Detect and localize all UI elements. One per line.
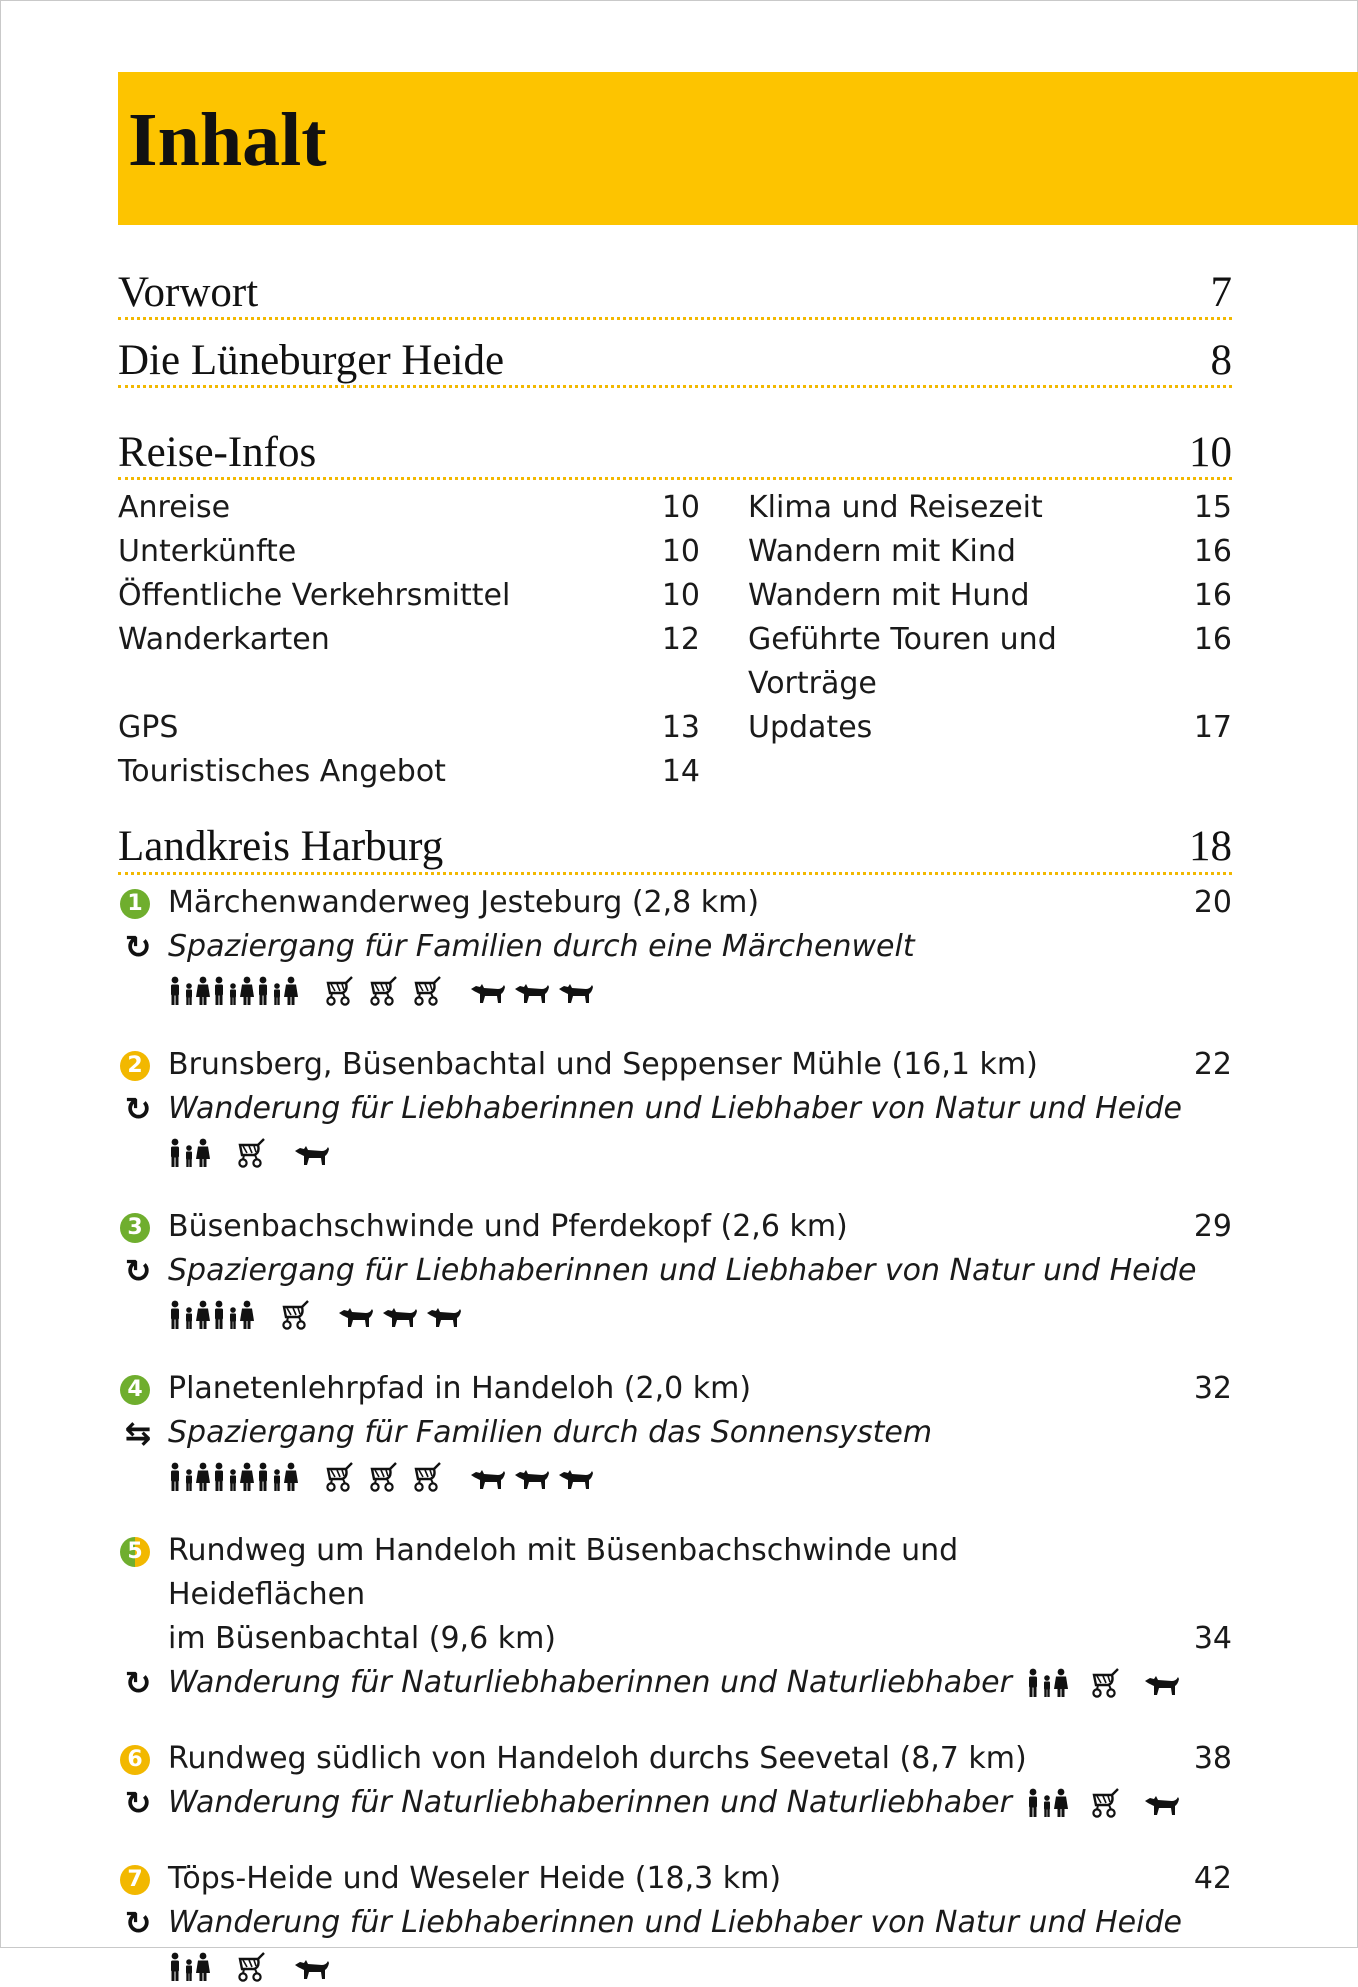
tour-number-badge: 5 xyxy=(120,1537,150,1567)
tour-number-badge: 6 xyxy=(120,1745,150,1775)
toc-section-page: 18 xyxy=(1189,823,1232,871)
tour-description: Spaziergang für Liebhaberinnen und Liebhaber von Natur und Heide xyxy=(168,1252,1197,1288)
stroller-rating xyxy=(1084,1787,1128,1819)
reise-infos-list xyxy=(118,486,1232,794)
info-item-label[interactable]: Wandern mit Hund xyxy=(748,578,1030,614)
dog-rating xyxy=(292,1137,336,1169)
tour-description: Wanderung für Liebhaberinnen und Liebhaber von Natur und Heide xyxy=(168,1904,1182,1940)
info-item-label[interactable]: Wandern mit Kind xyxy=(748,534,1016,570)
family-rating xyxy=(168,1951,212,1983)
family-rating xyxy=(168,1137,212,1169)
tour-title: Töps-Heide und Weseler Heide (18,3 km) xyxy=(168,1860,782,1896)
tour-page: 22 xyxy=(1193,1046,1232,1082)
info-item-label[interactable]: Updates xyxy=(748,710,873,746)
info-item-page: 16 xyxy=(1193,578,1232,614)
toc-section-landkreis-harburg[interactable] xyxy=(118,824,1232,874)
rating-icons xyxy=(168,1457,1232,1497)
tour-page: 32 xyxy=(1193,1370,1232,1406)
family-rating xyxy=(168,975,300,1007)
tour-page: 34 xyxy=(1193,1620,1232,1656)
dog-icon xyxy=(468,975,510,1007)
tour-number-badge: 1 xyxy=(120,889,150,919)
tour-page: 42 xyxy=(1193,1860,1232,1896)
toc-entry-heide[interactable] xyxy=(118,338,1232,388)
tour-page: 29 xyxy=(1193,1208,1232,1244)
out-back-icon: ⇆ xyxy=(124,1413,152,1452)
info-item-label[interactable]: Klima und Reisezeit xyxy=(748,490,1043,526)
loop-icon: ↻ xyxy=(124,927,152,966)
info-item-page: 15 xyxy=(1193,490,1232,526)
toc-entry-vorwort[interactable] xyxy=(118,270,1232,320)
tour-description: Wanderung für Liebhaberinnen und Liebhaber von Natur und Heide xyxy=(168,1090,1182,1126)
rating-icons xyxy=(168,1295,1232,1335)
family-rating xyxy=(1026,1667,1070,1699)
tour-description: Spaziergang für Familien durch eine Märchenwelt xyxy=(168,928,915,964)
dog-icon xyxy=(556,1461,598,1493)
rating-icons xyxy=(1026,1667,1200,1699)
tour-title: Büsenbachschwinde und Pferdekopf (2,6 km) xyxy=(168,1208,848,1244)
loop-icon: ↻ xyxy=(124,1663,152,1702)
toc-section-page: 10 xyxy=(1189,429,1232,477)
family-icon xyxy=(168,1951,210,1983)
loop-icon: ↻ xyxy=(124,1783,152,1822)
stroller-icon xyxy=(362,975,404,1007)
info-item-page: 16 xyxy=(1193,534,1232,570)
dog-icon xyxy=(292,1951,334,1983)
family-icon xyxy=(212,1299,254,1331)
rating-icons xyxy=(1026,1787,1200,1819)
toc-entry-page: 7 xyxy=(1210,269,1232,316)
dog-rating xyxy=(1142,1787,1186,1819)
loop-icon: ↻ xyxy=(124,1903,152,1942)
dog-icon xyxy=(512,975,554,1007)
family-rating xyxy=(168,1299,256,1331)
info-item-label[interactable]: Anreise xyxy=(118,490,231,526)
info-item-label[interactable]: Öffentliche Verkehrsmittel xyxy=(118,578,511,614)
dog-icon xyxy=(336,1299,378,1331)
tour-number-badge: 3 xyxy=(120,1213,150,1243)
stroller-icon xyxy=(1084,1667,1126,1699)
stroller-rating xyxy=(230,1137,274,1169)
stroller-rating xyxy=(318,1461,450,1493)
rating-icons xyxy=(168,1133,1232,1173)
stroller-icon xyxy=(318,975,360,1007)
dog-icon xyxy=(468,1461,510,1493)
tour-description: Spaziergang für Familien durch das Sonnensystem xyxy=(168,1414,933,1450)
family-icon xyxy=(168,975,210,1007)
tour-title: Rundweg südlich von Handeloh durchs Seevetal (8,7 km) xyxy=(168,1740,1027,1776)
info-item-page: 10 xyxy=(661,578,700,614)
dog-icon xyxy=(292,1137,334,1169)
tour-title-continued: im Büsenbachtal (9,6 km) xyxy=(168,1620,556,1656)
tour-entry[interactable] xyxy=(118,1043,1232,1173)
table-of-contents xyxy=(118,248,1232,1987)
tour-entry[interactable] xyxy=(118,1367,1232,1497)
stroller-icon xyxy=(406,1461,448,1493)
tour-entry[interactable] xyxy=(118,1737,1232,1825)
family-icon xyxy=(168,1461,210,1493)
stroller-rating xyxy=(274,1299,318,1331)
toc-section-reise-infos[interactable] xyxy=(118,430,1232,480)
info-item-label[interactable]: Geführte Touren und Vorträge xyxy=(748,622,1057,702)
family-icon xyxy=(212,1461,254,1493)
family-icon xyxy=(1026,1787,1068,1819)
stroller-rating xyxy=(230,1951,274,1983)
stroller-rating xyxy=(318,975,450,1007)
info-item-label[interactable]: Touristisches Angebot xyxy=(118,754,446,790)
tour-entry[interactable] xyxy=(118,881,1232,1011)
tour-description: Wanderung für Naturliebhaberinnen und Naturliebhaber xyxy=(168,1784,1012,1820)
tour-number-badge: 4 xyxy=(120,1375,150,1405)
family-icon xyxy=(256,975,298,1007)
tour-title: Brunsberg, Büsenbachtal und Seppenser Mühle (16,1 km) xyxy=(168,1046,1038,1082)
info-item-label[interactable]: Wanderkarten xyxy=(118,622,330,658)
family-icon xyxy=(212,975,254,1007)
tour-page: 38 xyxy=(1193,1740,1232,1776)
family-icon xyxy=(168,1299,210,1331)
tour-number-badge: 2 xyxy=(120,1051,150,1081)
dog-icon xyxy=(512,1461,554,1493)
dog-rating xyxy=(336,1299,468,1331)
stroller-icon xyxy=(230,1951,272,1983)
info-item-page: 14 xyxy=(661,754,700,790)
tour-title: Märchenwanderweg Jesteburg (2,8 km) xyxy=(168,884,760,920)
tour-number-badge: 7 xyxy=(120,1865,150,1895)
info-item-page: 12 xyxy=(661,622,700,658)
loop-icon: ↻ xyxy=(124,1251,152,1290)
page-title: Inhalt xyxy=(128,98,327,182)
info-item-page: 10 xyxy=(661,490,700,526)
stroller-icon xyxy=(362,1461,404,1493)
info-item-page: 10 xyxy=(661,534,700,570)
dog-icon xyxy=(556,975,598,1007)
tour-entry[interactable] xyxy=(118,1529,1232,1705)
family-icon xyxy=(1026,1667,1068,1699)
stroller-icon xyxy=(406,975,448,1007)
tour-title: Rundweg um Handeloh mit Büsenbachschwinde und Heideflächen xyxy=(168,1532,959,1612)
dog-icon xyxy=(424,1299,466,1331)
tour-title: Planetenlehrpfad in Handeloh (2,0 km) xyxy=(168,1370,752,1406)
rating-icons xyxy=(168,1947,1232,1987)
stroller-icon xyxy=(318,1461,360,1493)
dog-rating xyxy=(468,1461,600,1493)
info-item-label[interactable]: GPS xyxy=(118,710,179,746)
tour-entry[interactable] xyxy=(118,1857,1232,1987)
dog-rating xyxy=(292,1951,336,1983)
toc-entry-label: Vorwort xyxy=(118,269,259,316)
family-icon xyxy=(256,1461,298,1493)
family-rating xyxy=(168,1461,300,1493)
dog-icon xyxy=(1142,1787,1184,1819)
dog-rating xyxy=(468,975,600,1007)
family-icon xyxy=(168,1137,210,1169)
dog-rating xyxy=(1142,1667,1186,1699)
toc-section-label: Landkreis Harburg xyxy=(118,823,444,871)
family-rating xyxy=(1026,1787,1070,1819)
tour-page: 20 xyxy=(1193,884,1232,920)
loop-icon: ↻ xyxy=(124,1089,152,1128)
header-band xyxy=(118,72,1358,225)
info-item-page: 17 xyxy=(1193,710,1232,746)
tour-entry[interactable] xyxy=(118,1205,1232,1335)
dog-icon xyxy=(1142,1667,1184,1699)
info-item-label[interactable]: Unterkünfte xyxy=(118,534,297,570)
stroller-rating xyxy=(1084,1667,1128,1699)
info-item-page: 13 xyxy=(661,710,700,746)
dog-icon xyxy=(380,1299,422,1331)
info-item-page: 16 xyxy=(1193,622,1232,658)
tour-description: Wanderung für Naturliebhaberinnen und Naturliebhaber xyxy=(168,1664,1012,1700)
toc-entry-page: 8 xyxy=(1210,337,1232,385)
rating-icons xyxy=(168,971,1232,1011)
toc-entry-label: Die Lüneburger Heide xyxy=(118,337,505,385)
toc-section-label: Reise-Infos xyxy=(118,429,317,477)
stroller-icon xyxy=(274,1299,316,1331)
stroller-icon xyxy=(1084,1787,1126,1819)
stroller-icon xyxy=(230,1137,272,1169)
